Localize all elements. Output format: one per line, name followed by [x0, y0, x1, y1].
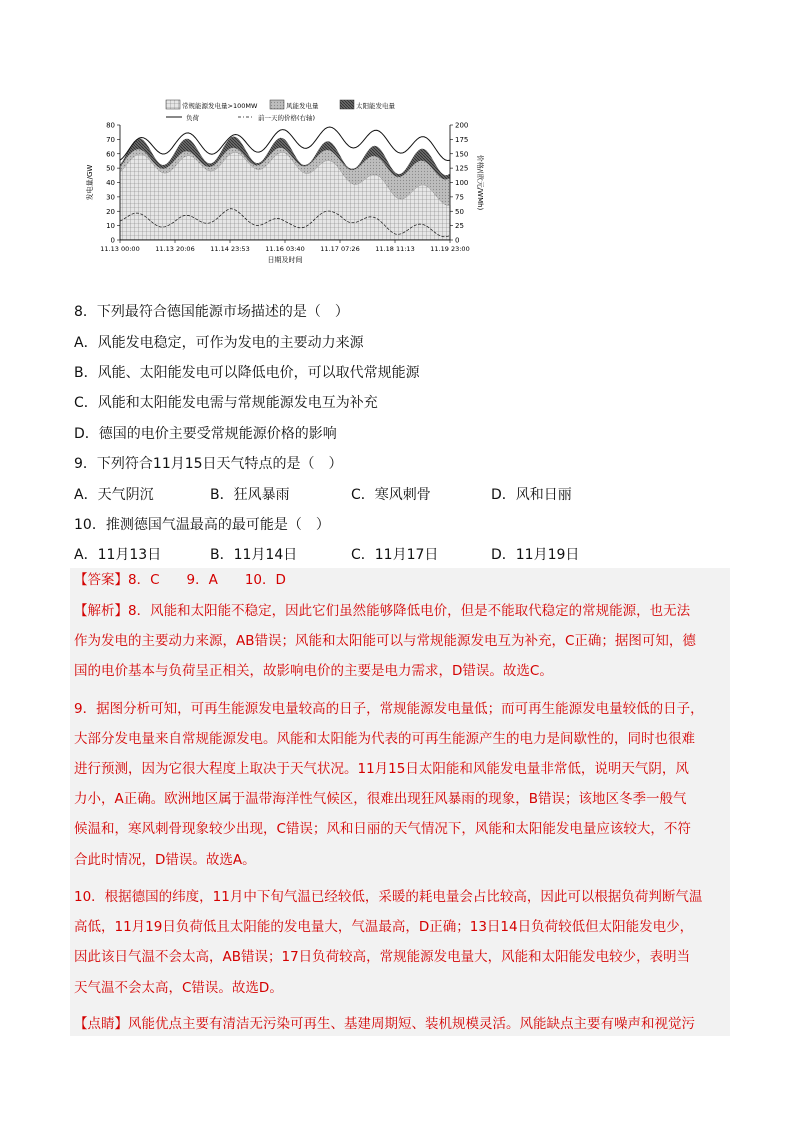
y-left-tick-label: 30: [106, 193, 115, 202]
y-left-tick-label: 50: [106, 164, 115, 173]
tip-line: [74, 1014, 695, 1034]
question-9-option-b: B．狂风暴雨: [210, 487, 290, 503]
answer-block: [70, 568, 730, 1036]
legend-swatch-conventional: [166, 100, 180, 109]
x-tick-label: 11.18 11:13: [375, 245, 415, 253]
chart-svg: [78, 95, 488, 270]
y-left-tick-label: 40: [106, 179, 115, 187]
tip-label: 【点睛】: [74, 1016, 128, 1032]
analysis-line: 10．根据德国的纬度，11月中下旬气温已经较低，采暖的耗电量会占比较高，因此可以根据负荷判断气温: [74, 889, 703, 905]
y-right-tick-label: 150: [455, 150, 469, 159]
y-left-tick-label: 80: [106, 121, 115, 130]
question-10-options: [74, 545, 674, 565]
x-tick-label: 11.19 23:00: [430, 245, 470, 253]
analysis-line: 9．据图分析可知，可再生能源发电量较高的日子，常规能源发电量低；而可再生能源发电量较低的日子，: [74, 701, 704, 717]
legend-price: 前一天的价格(右轴): [258, 114, 316, 122]
y-left-tick-label: 70: [106, 135, 115, 144]
x-axis-label: 日期及时间: [267, 256, 303, 264]
question-10-option-c: C．11月17日: [351, 547, 439, 563]
analysis-line: 进行预测，因为它很大程度上取决于天气状况。11月15日太阳能和风能发电量非常低，说明天气阴，风: [74, 761, 689, 777]
legend-swatch-wind: [270, 100, 284, 109]
question-8-stem: 8．下列最符合德国能源市场描述的是（ ）: [74, 304, 349, 320]
y-left-axis-label: 发电量/GW: [86, 164, 94, 201]
chart-legend: [166, 100, 396, 122]
x-tick-label: 11.16 03:40: [265, 245, 305, 253]
question-10-stem: 10．推测德国气温最高的最可能是（ ）: [74, 517, 330, 533]
y-left-tick-label: 20: [106, 207, 115, 216]
answer-text: 8．C 9．A 10．D: [128, 572, 286, 588]
y-right-tick-label: 25: [455, 222, 464, 231]
question-8-option-b: B．风能、太阳能发电可以降低电价，可以取代常规能源: [74, 365, 420, 381]
y-right-tick-label: 200: [455, 121, 469, 130]
question-9-stem: 9．下列符合11月15日天气特点的是（ ）: [74, 456, 343, 472]
analysis-line: 合此时情况，D错误。故选A。: [74, 852, 256, 868]
tip-text: 风能优点主要有清洁无污染可再生、基建周期短、装机规模灵活。风能缺点主要有噪声和视觉污: [128, 1016, 695, 1032]
question-10-option-b: B．11月14日: [210, 547, 298, 563]
x-tick-label: 11.14 23:53: [210, 245, 250, 253]
analysis-line: 天气温不会太高，C错误。故选D。: [74, 980, 283, 996]
analysis-line: 力小，A正确。欧洲地区属于温带海洋性气候区，很难出现狂风暴雨的现象，B错误；该地区冬季一般气: [74, 791, 687, 807]
question-8-option-a: A．风能发电稳定，可作为发电的主要动力来源: [74, 335, 364, 351]
question-9-option-a: A．天气阴沉: [74, 487, 154, 503]
x-tick-label: 11.17 07:26: [320, 245, 360, 253]
analysis-line: 国的电价基本与负荷呈正相关，故影响电价的主要是电力需求，D错误。故选C。: [74, 663, 553, 679]
y-right-tick-label: 125: [455, 164, 469, 173]
legend-swatch-solar: [340, 100, 354, 109]
x-tick-label: 11.13 00:00: [100, 245, 140, 253]
legend-conventional: 常规能源发电量>100MW: [182, 102, 258, 110]
energy-chart: [78, 95, 488, 270]
y-left-tick-label: 10: [106, 222, 115, 231]
legend-wind: 风能发电量: [286, 102, 319, 110]
y-right-tick-label: 100: [455, 179, 469, 187]
y-right-tick-label: 0: [455, 236, 460, 245]
analysis-text: 8．风能和太阳能不稳定，因此它们虽然能够降低电价，但是不能取代稳定的常规能源，也无法: [128, 603, 691, 619]
analysis-label: 【解析】: [74, 603, 128, 619]
question-9-options: [74, 485, 674, 505]
y-right-axis-label: 价格/(欧元/WMh): [476, 154, 484, 211]
y-right-tick-label: 50: [455, 207, 464, 216]
answer-line: [74, 570, 286, 590]
question-9-option-d: D．风和日丽: [491, 487, 572, 503]
question-9-option-c: C．寒风刺骨: [351, 487, 431, 503]
x-tick-label: 11.13 20:06: [155, 245, 195, 253]
question-10-option-d: D．11月19日: [491, 547, 580, 563]
y-left-tick-label: 60: [106, 150, 115, 159]
analysis-line: 候温和，寒风刺骨现象较少出现，C错误；风和日丽的天气情况下，风能和太阳能发电量应该较大，不符: [74, 821, 691, 837]
y-left-tick-label: 0: [110, 236, 115, 245]
legend-solar: 太阳能发电量: [356, 102, 395, 110]
analysis-line-1: [74, 601, 690, 621]
answer-label: 【答案】: [74, 572, 128, 588]
question-8-option-d: D．德国的电价主要受常规能源价格的影响: [74, 426, 337, 442]
question-8-option-c: C．风能和太阳能发电需与常规能源发电互为补充: [74, 395, 378, 411]
y-right-tick-label: 75: [455, 193, 464, 202]
analysis-line: 高低，11月19日负荷低且太阳能的发电量大，气温最高，D正确；13日14日负荷较低但太阳能发电少，: [74, 919, 694, 935]
analysis-line: 作为发电的主要动力来源，AB错误；风能和太阳能可以与常规能源发电互为补充，C正确；据图可知，德: [74, 633, 696, 649]
legend-load: 负荷: [186, 114, 199, 122]
analysis-line: 因此该日气温不会太高，AB错误；17日负荷较高，常规能源发电量大，风能和太阳能发电较少，表明当: [74, 949, 691, 965]
plot-area: [120, 127, 450, 240]
analysis-line: 大部分发电量来自常规能源发电。风能和太阳能为代表的可再生能源产生的电力是间歇性的，同时也很难: [74, 731, 695, 747]
question-10-option-a: A．11月13日: [74, 547, 162, 563]
y-right-tick-label: 175: [455, 135, 469, 144]
